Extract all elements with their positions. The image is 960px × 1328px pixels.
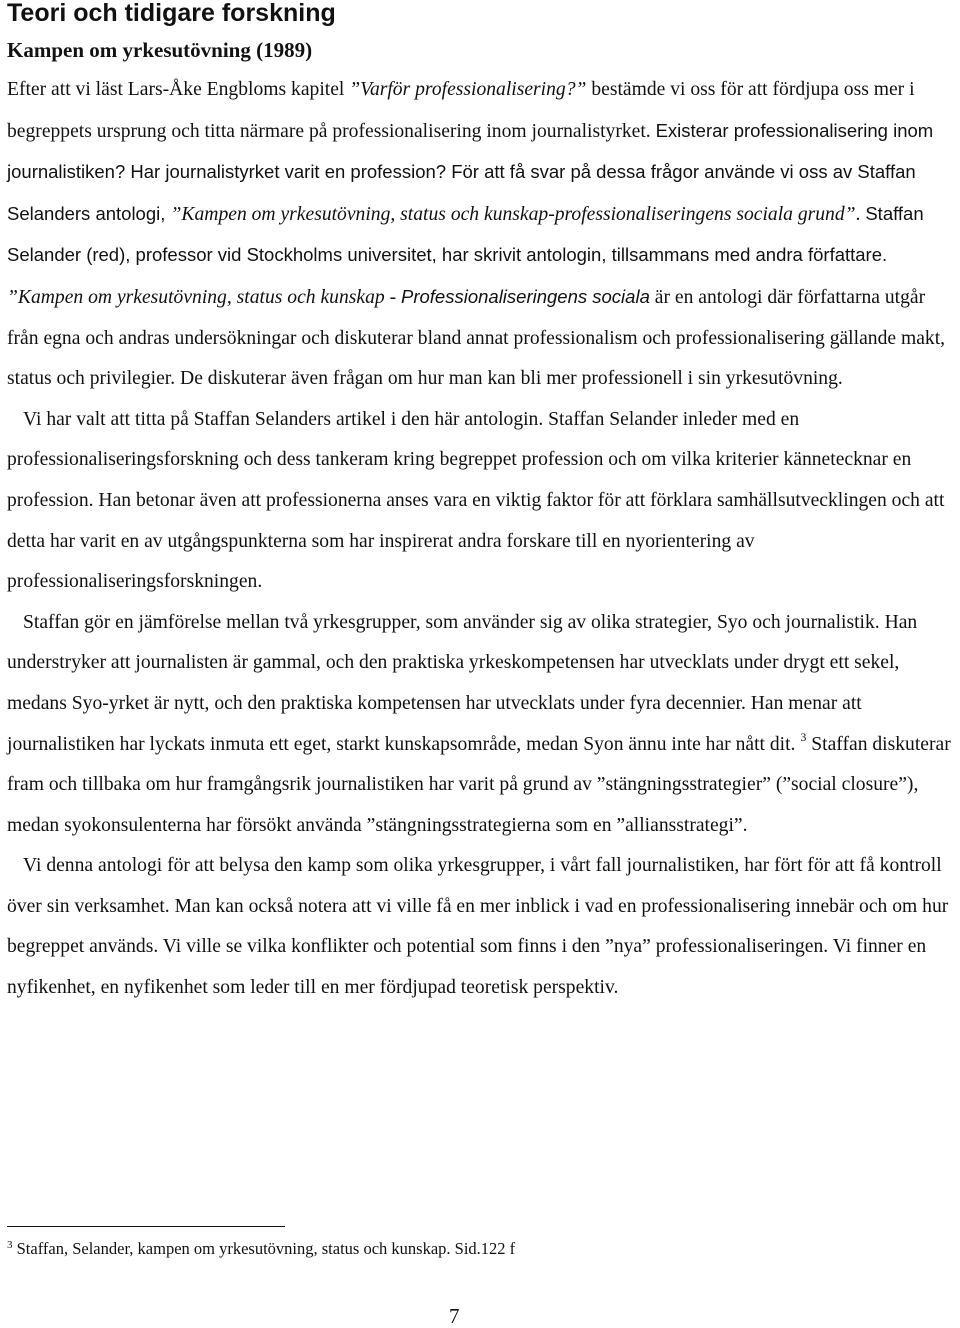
footnote-divider [7, 1226, 285, 1227]
footnote [7, 1238, 515, 1260]
footnote-text: Staffan, Selander, kampen om yrkesutövning, status och kunskap. Sid.122 f [12, 1239, 516, 1258]
body-text [7, 70, 957, 1009]
p1-text-3: är en antologi där författarna utgår från egna och andras undersökningar och diskuterar bland annat professionalism och professionalisering gällande makt, status och privilegier. De diskuterar även frågan om hur man kan bli mer professionell i sin yrkesutövning. [7, 286, 946, 390]
paragraph-4: Vi denna antologi för att belysa den kamp som olika yrkesgrupper, i vårt fall journalistiken, har fört för att få kontroll över sin verksamhet. Man kan också notera att vi ville få en mer inblick i vad en professionalisering innebär och om hur begreppet används. Vi ville se vilka konflikter och potential som finns i den ”nya” professionaliseringen. Vi finner en nyfikenhet, en nyfikenhet som leder till en mer fördjupad teoretisk perspektiv. [7, 855, 949, 999]
page-title: Teori och tidigare forskning [7, 0, 336, 27]
p1-book-title-2: ”Kampen om yrkesutövning, status och kunskap - [7, 286, 401, 308]
p1-text-2: bestämde vi oss för att fördjupa oss mer i begreppets ursprung och titta närmare på professionalisering inom journalistyrket. [7, 79, 915, 142]
p1-book-title: ”Kampen om yrkesutövning, status och kunskap-professionaliseringens sociala grund” [170, 203, 856, 225]
section-heading: Kampen om yrkesutövning (1989) [7, 38, 313, 62]
p1-questions: Existerar professionalisering inom journalistiken? Har journalistyrket varit en profession? För att få svar på dessa frågor använde vi oss av Staffan Selanders antologi, [7, 119, 934, 224]
paragraph-3 [7, 603, 957, 847]
p1-book-subtitle: Professionaliseringens sociala [401, 285, 650, 307]
p1-chapter-title: ”Varför professionalisering?” [349, 79, 587, 100]
paragraph-1 [7, 70, 957, 400]
p3-text-2: Staffan diskuterar fram och tillbaka om hur framgångsrik journalistiken har varit på grund av ”stängningsstrategier” (”social closure”), medan syokonsulenterna har försökt använda ”stängningsstrategierna som en ”alliansstrategi”. [7, 733, 951, 836]
footnote-reference[interactable]: 3 [800, 729, 807, 744]
p1-period: . [855, 203, 866, 225]
p1-text-1: Efter att vi läst Lars-Åke Engbloms kapitel [7, 79, 350, 100]
paragraph-2: Vi har valt att titta på Staffan Selanders artikel i den här antologin. Staffan Selander inleder med en professionaliseringsforskning och dess tankeram kring begreppet profession och om vilka kriterier kännetecknar en profession. Han betonar även att professionerna anses vara en viktig faktor för att förklara samhällsutvecklingen och att detta har varit en av utgångspunkterna som har inspirerat andra forskare till en nyorientering av professionaliseringsforskningen. [7, 408, 945, 593]
p1-editor-info: Staffan Selander (red), professor vid Stockholms universitet, har skrivit antologin, tillsammans med andra författare. [7, 202, 924, 266]
p3-text-1: Staffan gör en jämförelse mellan två yrkesgrupper, som använder sig av olika strategier, Syo och journalistik. Han understryker att journalisten är gammal, och den praktiska yrkeskompetensen har utvecklats under drygt ett sekel, medans Syo-yrket är nytt, och den praktiska kompetensen har utvecklats under fyra decennier. Han menar att journalistiken har lyckats inmuta ett eget, starkt kunskapsområde, medan Syon ännu inte har nått dit. [7, 611, 918, 755]
footnote-number: 3 [7, 1239, 13, 1251]
page-number: 7 [449, 1304, 460, 1328]
